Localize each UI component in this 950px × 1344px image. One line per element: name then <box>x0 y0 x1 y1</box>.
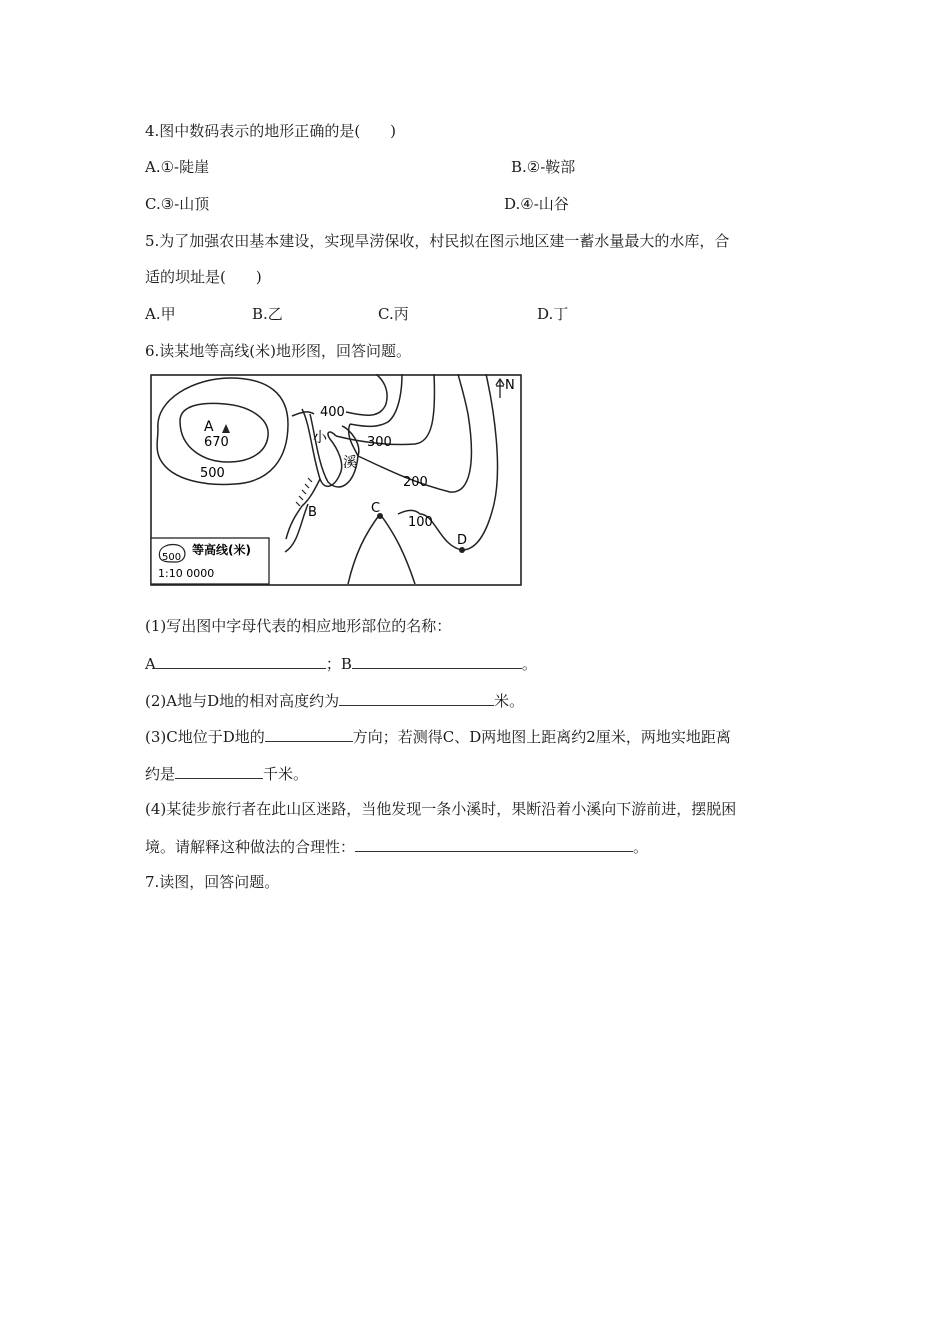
reason-blank[interactable] <box>355 835 633 852</box>
q4-option-d[interactable]: D.④-山谷 <box>504 195 569 213</box>
label-500: 500 <box>200 466 225 481</box>
q6-part3-line1 <box>145 725 731 747</box>
label-c: C <box>371 501 381 516</box>
part3-unit: 千米。 <box>263 765 309 783</box>
label-300: 300 <box>367 435 392 450</box>
north-label: N <box>505 378 515 393</box>
contour-map <box>150 374 522 586</box>
q4-option-a[interactable]: A.①-陡崖 <box>145 158 210 176</box>
legend-label: 等高线(米) <box>192 543 251 557</box>
q6-part1: (1)写出图中字母代表的相应地形部位的名称： <box>145 617 452 635</box>
label-a: A <box>204 419 214 435</box>
answer-a-blank[interactable] <box>156 652 326 669</box>
answer-b-label: ；B <box>325 655 352 673</box>
scale-label: 1:10 0000 <box>158 567 215 580</box>
q4-stem: 4.图中数码表示的地形正确的是( ) <box>145 122 397 140</box>
label-200: 200 <box>403 475 428 490</box>
part3-text: (3)C地位于D地的 <box>145 728 265 746</box>
part3-line2-text: 约是 <box>145 765 176 783</box>
q6-part4-line2 <box>145 835 648 857</box>
answer-a-label: A <box>145 655 156 673</box>
q5-stem-line1: 5.为了加强农田基本建设，实现旱涝保收，村民拟在图示地区建一蓄水量最大的水库，合 <box>145 232 730 250</box>
part3-text-mid: 方向；若测得C、D两地图上距离约2厘米，两地实地距离 <box>352 728 731 746</box>
q5-option-c[interactable]: C.丙 <box>378 305 409 323</box>
answer-end: 。 <box>521 655 537 673</box>
q6-part1-answer-line <box>145 652 537 674</box>
answer-b-blank[interactable] <box>352 652 522 669</box>
label-400: 400 <box>320 405 345 420</box>
q6-stem: 6.读某地等高线(米)地形图，回答问题。 <box>145 342 412 360</box>
part2-unit: 米。 <box>494 692 525 710</box>
legend-sample: 500 <box>162 552 182 563</box>
q4-option-c[interactable]: C.③-山顶 <box>145 195 210 213</box>
part2-text: (2)A地与D地的相对高度约为 <box>145 692 340 710</box>
q6-part3-line2 <box>145 762 308 784</box>
elev-a: 670 <box>204 435 229 450</box>
q6-part2 <box>145 689 524 711</box>
distance-blank[interactable] <box>175 762 263 779</box>
part4-text: 境。请解释这种做法的合理性： <box>145 838 356 856</box>
stream-char-2: 溪 <box>343 455 357 471</box>
part4-end: 。 <box>633 838 649 856</box>
q4-option-b[interactable]: B.②-鞍部 <box>511 158 576 176</box>
q7-stem: 7.读图，回答问题。 <box>145 873 280 891</box>
q5-option-b[interactable]: B.乙 <box>252 305 283 323</box>
label-d: D <box>457 533 468 548</box>
q5-option-a[interactable]: A.甲 <box>145 305 176 323</box>
direction-blank[interactable] <box>265 725 353 742</box>
q6-part4-line1: (4)某徒步旅行者在此山区迷路，当他发现一条小溪时，果断沿着小溪向下游前进，摆脱困 <box>145 800 737 818</box>
label-100: 100 <box>408 515 433 530</box>
label-b: B <box>308 505 317 520</box>
stream-char-1: 小 <box>313 430 327 446</box>
q5-stem-line2: 适的坝址是( ) <box>145 268 262 286</box>
height-blank[interactable] <box>339 689 494 706</box>
q5-option-d[interactable]: D.丁 <box>537 305 569 323</box>
